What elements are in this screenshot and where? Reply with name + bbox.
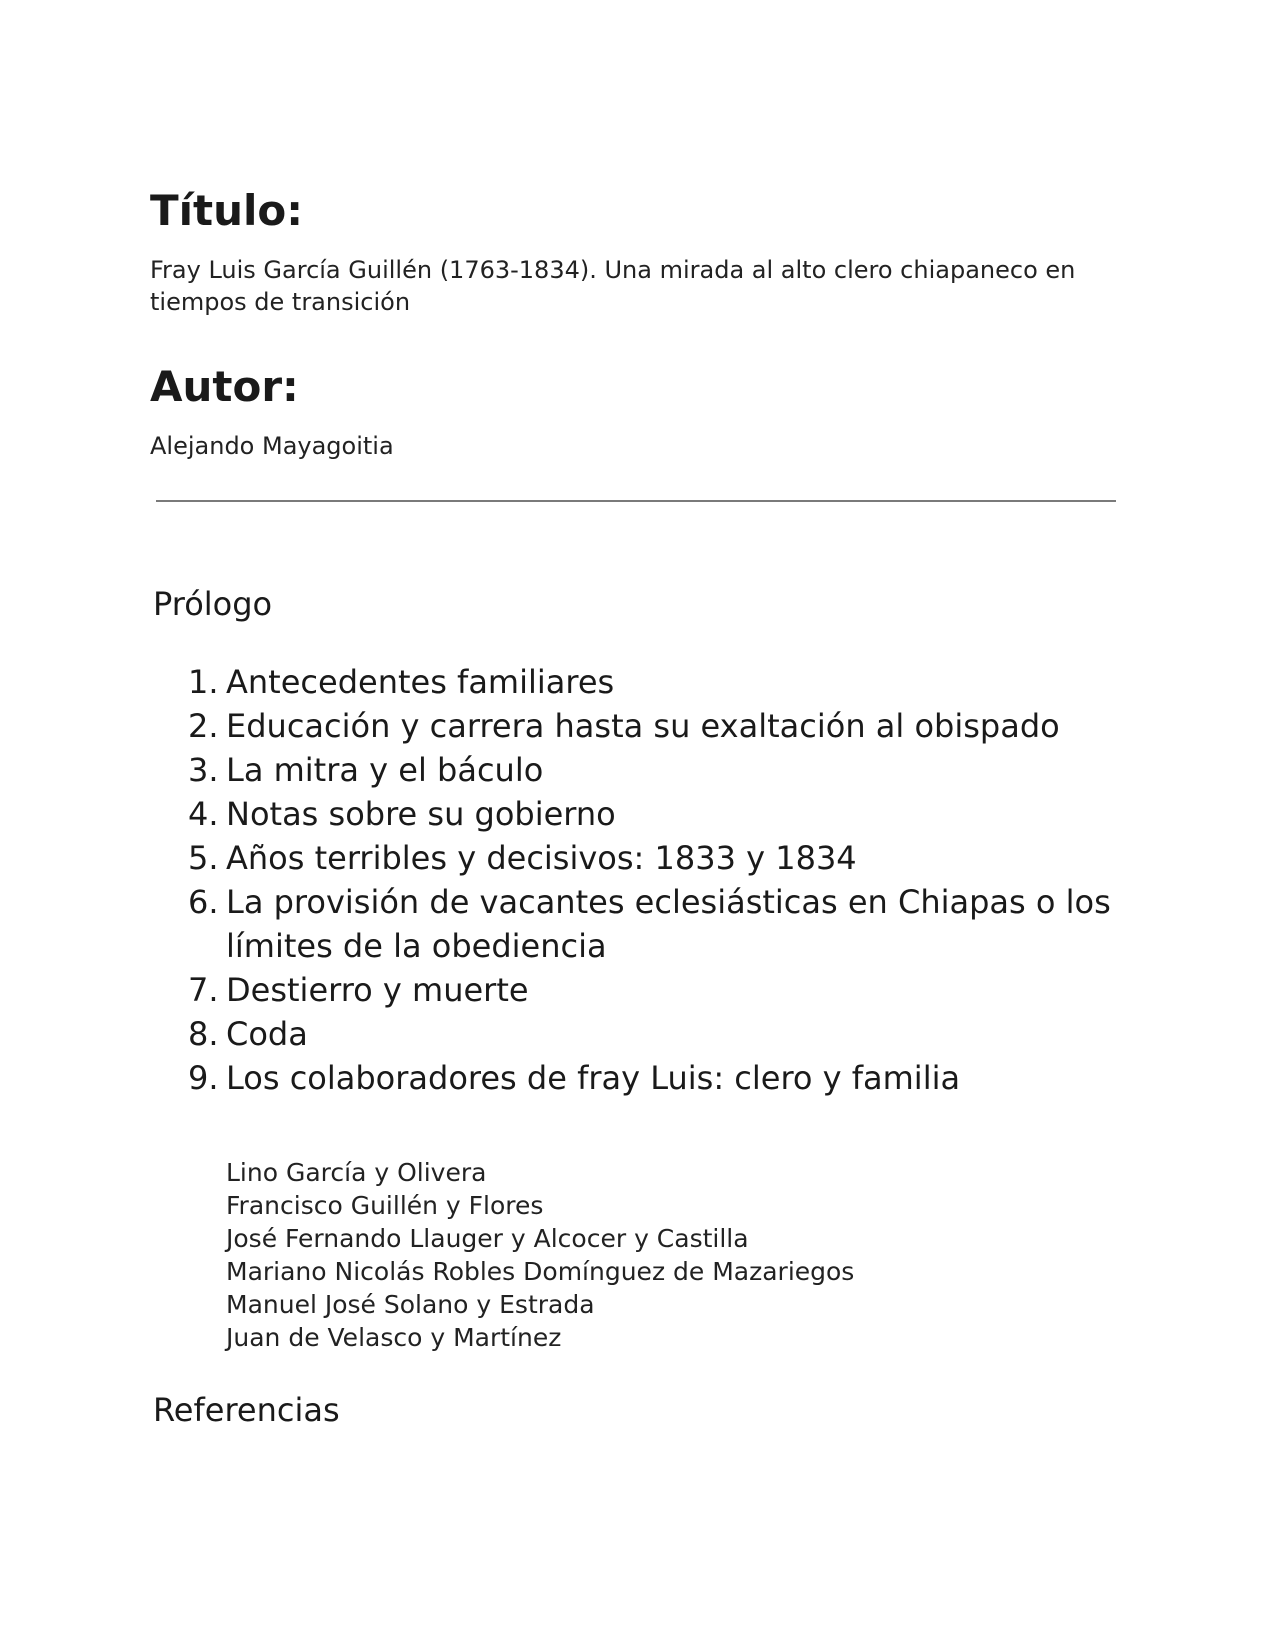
chapter-number: 5. [188,839,219,877]
chapter-title: Años terribles y decisivos: 1833 y 1834 [226,839,857,877]
chapter-number: 3. [188,751,219,789]
chapter-item [188,1056,1128,1100]
chapter-title: Antecedentes familiares [226,663,615,701]
chapter-title: Destierro y muerte [226,971,529,1009]
chapter-title: Los colaboradores de fray Luis: clero y familia [226,1059,961,1097]
chapter-title: Coda [226,1015,308,1053]
chapter-item [188,704,1128,748]
chapter-item [188,748,1128,792]
chapter-number: 6. [188,883,219,921]
title-text: Fray Luis García Guillén (1763-1834). Una mirada al alto clero chiapaneco en tiempos de transición [150,256,1076,316]
title-heading: Título: [150,186,304,235]
author-heading: Autor: [150,362,299,411]
chapter-number: 7. [188,971,219,1009]
chapter-item [188,1012,1128,1056]
chapter-number: 1. [188,663,219,701]
collaborator-item: Juan de Velasco y Martínez [226,1323,562,1352]
collaborator-item: José Fernando Llauger y Alcocer y Castilla [226,1224,749,1253]
chapter-title: La mitra y el báculo [226,751,544,789]
chapter-title: Educación y carrera hasta su exaltación al obispado [226,707,1060,745]
divider [156,500,1116,502]
chapter-item [188,792,1128,836]
chapter-number: 2. [188,707,219,745]
prologue-heading: Prólogo [153,585,273,623]
chapter-title: La provisión de vacantes eclesiásticas en Chiapas o los límites de la obediencia [226,883,1111,965]
author-text: Alejando Mayagoitia [150,432,394,460]
chapter-number: 4. [188,795,219,833]
chapter-item [188,880,1128,968]
chapter-item [188,836,1128,880]
collaborator-item: Lino García y Olivera [226,1158,487,1187]
chapter-number: 8. [188,1015,219,1053]
collaborator-item: Francisco Guillén y Flores [226,1191,544,1220]
collaborator-item: Manuel José Solano y Estrada [226,1290,595,1319]
chapter-item [188,660,1128,704]
chapter-number: 9. [188,1059,219,1097]
chapter-list [188,660,1128,1100]
references-heading: Referencias [153,1391,340,1429]
collaborator-item: Mariano Nicolás Robles Domínguez de Mazariegos [226,1257,855,1286]
collaborators-list [226,1156,854,1354]
chapter-item [188,968,1128,1012]
chapter-title: Notas sobre su gobierno [226,795,616,833]
